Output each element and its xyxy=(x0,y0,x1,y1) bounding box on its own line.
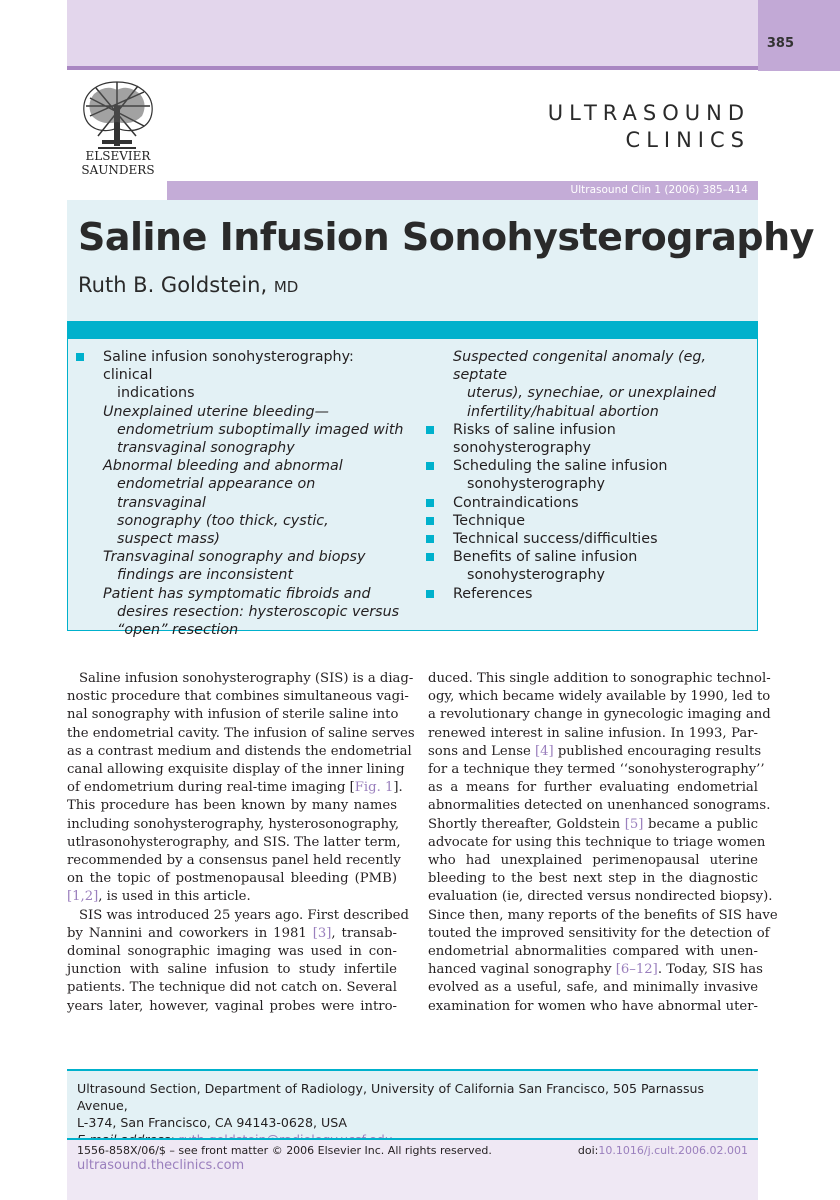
outline-subitem[interactable] xyxy=(76,548,406,584)
body-line: ogy, which became widely available by 1990, led to xyxy=(428,689,771,705)
outline-item-label: Technical success/difficulties xyxy=(453,531,658,548)
body-text: , transab- xyxy=(331,925,398,941)
doi-line xyxy=(560,1144,748,1157)
doi-label: doi: xyxy=(577,1144,599,1157)
outline-item-label: Scheduling the saline infusion xyxy=(453,458,668,475)
outline-column-left xyxy=(76,348,406,639)
header-rule xyxy=(67,66,758,70)
outline-item-label: Technique xyxy=(453,512,525,529)
bullet-square-icon xyxy=(426,426,434,434)
outline-item-label-cont: indications xyxy=(117,385,195,402)
body-line: who had unexplained perimenopausal uterine xyxy=(428,853,758,869)
body-line: for a technique they termed ‘‘sonohysterography’’ xyxy=(428,762,765,778)
author-name: Ruth B. Goldstein, xyxy=(78,273,268,297)
body-line: nostic procedure that combines simultaneous vagi- xyxy=(67,689,409,705)
body-line xyxy=(67,888,397,906)
body-line: renewed interest in saline infusion. In 1993, Par- xyxy=(428,725,758,741)
citation-link[interactable]: [3] xyxy=(312,925,332,941)
outline-item-label: Risks of saline infusion sonohysterography xyxy=(453,421,616,457)
body-line: a revolutionary change in gynecologic imaging and xyxy=(428,707,771,723)
body-line: Since then, many reports of the benefits of SIS have xyxy=(428,907,778,923)
body-line: on the topic of postmenopausal bleeding (PMB) xyxy=(67,871,397,887)
outline-subitem-label-cont: “open” resection xyxy=(117,622,239,639)
citation-link[interactable]: [5] xyxy=(624,816,644,832)
outline-item-label: Benefits of saline infusion xyxy=(453,549,638,566)
bullet-square-icon xyxy=(76,353,84,361)
body-line: as a contrast medium and distends the endometrial xyxy=(67,743,412,759)
body-text: became a public xyxy=(643,816,758,832)
body-line: touted the improved sensitivity for the detection of xyxy=(428,925,770,941)
journal-brand-line1: ULTRASOUND xyxy=(547,101,750,125)
body-line: nal sonography with infusion of sterile saline into xyxy=(67,707,399,723)
outline-item-label-cont: sonohysterography xyxy=(467,567,605,584)
outline-item-label-cont: sonohysterography xyxy=(467,476,605,493)
body-line: This procedure has been known by many names xyxy=(67,798,397,814)
bullet-square-icon xyxy=(426,517,434,525)
body-line: canal allowing exquisite display of the inner lining xyxy=(67,762,405,778)
author-degree: MD xyxy=(273,278,299,296)
article-title: Saline Infusion Sonohysterography xyxy=(78,215,814,259)
outline-subitem-label-cont: endometrial appearance on transvaginal xyxy=(117,476,316,511)
outline-subitem-label-cont: transvaginal sonography xyxy=(117,440,295,457)
affiliation-line: L-374, San Francisco, CA 94143-0628, USA xyxy=(77,1115,348,1130)
outline-subitem-label: Unexplained uterine bleeding— xyxy=(103,403,329,420)
body-line xyxy=(428,743,762,761)
body-line: Saline infusion sonohysterography (SIS) is a diag- xyxy=(79,671,414,686)
body-line: including sonohysterography, hysterosonography, xyxy=(67,816,400,832)
body-line: as a means for further evaluating endometrial xyxy=(428,780,758,796)
body-line: the endometrial cavity. The infusion of saline serves xyxy=(67,725,415,741)
citation-link[interactable]: [4] xyxy=(534,743,554,759)
outline-item[interactable] xyxy=(426,548,751,584)
outline-item[interactable] xyxy=(426,530,751,548)
body-text: Shortly thereafter, Goldstein xyxy=(428,816,625,832)
outline-item[interactable] xyxy=(76,348,406,403)
outline-column-right xyxy=(426,348,751,603)
outline-subitem-label-cont: endometrium suboptimally imaged with xyxy=(117,421,404,438)
copyright-notice: 1556-858X/06/$ – see front matter © 2006 Elsevier Inc. All rights reserved. xyxy=(77,1144,492,1157)
website-link[interactable]: ultrasound.theclinics.com xyxy=(77,1158,245,1173)
body-column-right xyxy=(428,670,778,1016)
body-text: hanced vaginal sonography xyxy=(428,962,616,978)
outline-subitem-label-cont: findings are inconsistent xyxy=(117,567,294,584)
publisher-name: ELSEVIER SAUNDERS xyxy=(81,149,155,177)
body-line: examination for women who have abnormal uter- xyxy=(428,998,758,1014)
outline-subitem-label-cont: suspect mass) xyxy=(117,531,221,548)
outline-subitem-label: Patient has symptomatic fibroids and xyxy=(103,585,371,602)
body-line: duced. This single addition to sonographic technol- xyxy=(428,671,771,686)
body-line: endometrial abnormalities compared with unen- xyxy=(428,944,758,960)
header-band xyxy=(67,0,758,67)
body-line: junction with saline infusion to study infertile xyxy=(67,962,397,978)
outline-subitem-label-cont: sonography (too thick, cystic, xyxy=(117,512,329,529)
outline-item[interactable] xyxy=(426,421,751,457)
body-line: recommended by a consensus panel held recently xyxy=(67,853,401,869)
body-line: years later, however, vaginal probes were intro- xyxy=(67,998,397,1014)
body-line: patients. The technique did not catch on. Several xyxy=(67,980,397,996)
body-line: evolved as a useful, safe, and minimally invasive xyxy=(428,980,758,996)
page-number: 385 xyxy=(766,36,794,51)
bullet-square-icon xyxy=(426,590,434,598)
body-text: . Today, SIS has xyxy=(657,962,763,978)
bullet-square-icon xyxy=(426,462,434,470)
body-text: , is used in this article. xyxy=(98,889,251,905)
publisher-logo-text xyxy=(76,149,160,177)
outline-subitem[interactable] xyxy=(76,585,406,640)
outline-item[interactable] xyxy=(426,494,751,512)
bullet-square-icon xyxy=(426,553,434,561)
body-text: by Nannini and coworkers in 1981 xyxy=(67,925,313,941)
doi-link[interactable]: 10.1016/j.cult.2006.02.001 xyxy=(598,1144,748,1157)
citation-link[interactable]: [6–12] xyxy=(615,962,658,978)
outline-subitem-label-cont: desires resection: hysteroscopic versus xyxy=(117,603,400,620)
outline-item-label: Saline infusion sonohysterography: clinical xyxy=(103,349,354,384)
outline-subitem[interactable] xyxy=(76,403,406,458)
body-line: SIS was introduced 25 years ago. First described xyxy=(79,907,409,923)
body-line: advocate for using this technique to triage women xyxy=(428,834,766,850)
body-line xyxy=(67,779,403,797)
figure-reference-link[interactable]: Fig. 1 xyxy=(354,780,394,796)
body-text: ]. xyxy=(393,780,403,796)
outline-subitem[interactable] xyxy=(426,348,751,421)
body-column-left xyxy=(67,670,415,1016)
author-line xyxy=(78,273,298,297)
journal-brand-line2: CLINICS xyxy=(625,128,750,152)
affiliation-line: Ultrasound Section, Department of Radiology, University of California San Francisco, 505 Parnassus Avenue, xyxy=(77,1081,705,1113)
body-line: utlrasonohysterography, and SIS. The latter term, xyxy=(67,834,401,850)
outline-item[interactable] xyxy=(426,457,751,493)
outline-subitem-label-cont: infertility/habitual abortion xyxy=(467,403,659,420)
citation: Ultrasound Clin 1 (2006) 385–414 xyxy=(570,184,748,196)
bullet-square-icon xyxy=(426,499,434,507)
outline-item-label: References xyxy=(453,585,533,602)
body-line: dominal sonographic imaging was used in con- xyxy=(67,944,397,960)
body-line xyxy=(67,925,397,943)
bullet-square-icon xyxy=(426,535,434,543)
body-line: abnormalities detected on unenhanced sonograms. xyxy=(428,798,771,814)
citation-bar xyxy=(167,181,758,200)
citation-link[interactable]: [1,2] xyxy=(67,889,99,905)
outline-subitem-label: Suspected congenital anomaly (eg, septate xyxy=(453,349,707,384)
body-line xyxy=(428,816,758,834)
body-text: sons and Lense xyxy=(428,743,535,759)
outline-subitem-label: Abnormal bleeding and abnormal xyxy=(103,458,343,475)
body-text: of endometrium during real-time imaging [ xyxy=(67,780,355,796)
body-text: published encouraging results xyxy=(553,743,762,759)
body-line: evaluation (ie, directed versus nondirected biopsy). xyxy=(428,889,773,905)
outline-subitem-label-cont: uterus), synechiae, or unexplained xyxy=(467,385,717,402)
outline-item-label: Contraindications xyxy=(453,494,579,511)
outline-subitem-label: Transvaginal sonography and biopsy xyxy=(103,549,366,566)
outline-item[interactable] xyxy=(426,512,751,530)
outline-subitem[interactable] xyxy=(76,457,406,548)
body-line: bleeding to the best next step in the diagnostic xyxy=(428,871,758,887)
outline-item[interactable] xyxy=(426,585,751,603)
body-line xyxy=(428,961,763,979)
